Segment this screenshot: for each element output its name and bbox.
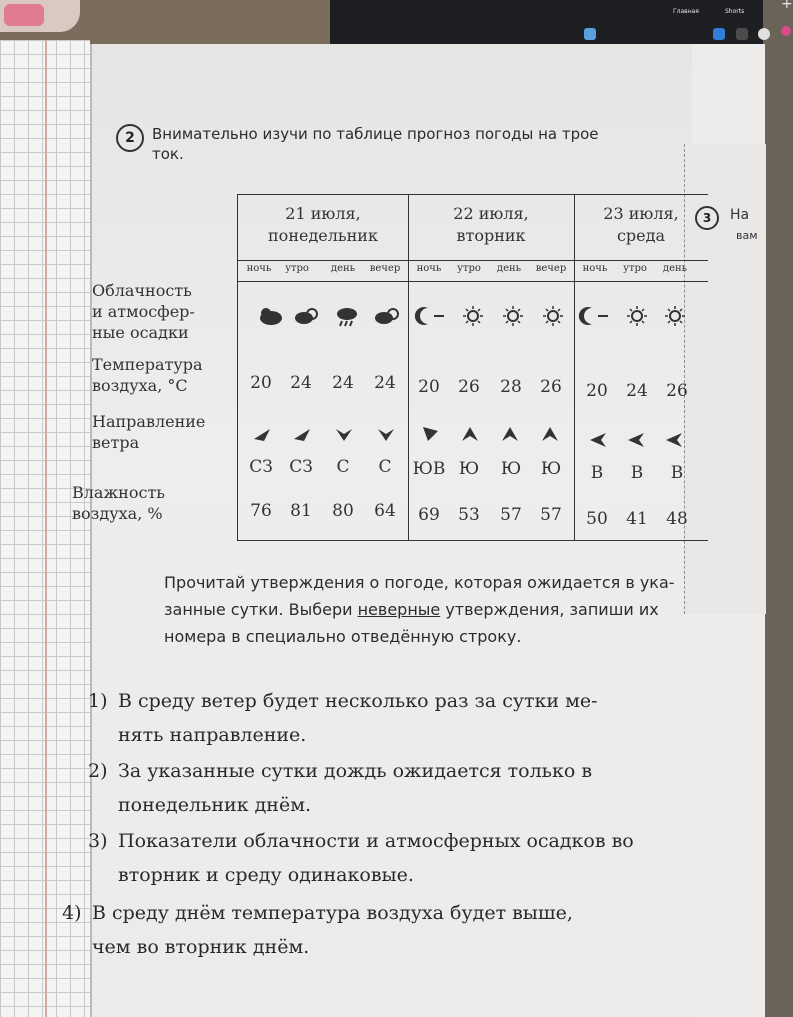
hum-d3-1: 50	[586, 509, 608, 529]
chrome-icon[interactable]	[758, 28, 770, 40]
temp-d3-3: 26	[666, 381, 688, 401]
wind-d1-2: СЗ	[289, 457, 313, 477]
day3-date: 23 июля,	[603, 204, 679, 223]
statement-4-number: 4)	[62, 902, 82, 924]
row-label-cloud-3: ные осадки	[92, 323, 189, 342]
wind-d2-3: Ю	[500, 459, 522, 479]
wind-arrow-icon	[500, 425, 520, 443]
period-d3-2: утро	[623, 263, 647, 274]
hum-d3-2: 41	[626, 509, 648, 529]
app-icon-3[interactable]	[584, 28, 596, 40]
sun-cloud-icon	[294, 305, 320, 327]
statement-1	[88, 684, 728, 752]
day-header-3	[574, 195, 708, 260]
statement-4-line2: чем во вторник днём.	[92, 936, 310, 958]
period-d1-4: вечер	[369, 263, 401, 274]
hum-d1-2: 81	[290, 501, 312, 521]
temp-d3-2: 24	[626, 381, 648, 401]
table-header-line	[238, 260, 708, 261]
hum-d2-4: 57	[540, 505, 562, 525]
wind-d2-4: Ю	[540, 459, 562, 479]
wind-arrow-icon	[252, 425, 272, 443]
hum-d3-3: 48	[666, 509, 688, 529]
sun-icon	[540, 305, 566, 327]
row-label-wind	[92, 411, 205, 453]
wind-arrow-icon	[334, 425, 354, 443]
day1-weekday: понедельник	[268, 226, 378, 245]
row-label-temp-1: Температура	[92, 355, 203, 374]
weather-table	[237, 194, 708, 541]
task-intro-line1: Внимательно изучи по таблице прогноз погоды на трое	[152, 125, 599, 143]
period-d2-4: вечер	[535, 263, 567, 274]
hum-d2-2: 53	[458, 505, 480, 525]
instr-underlined: неверные	[357, 600, 441, 619]
flower-icon[interactable]	[781, 26, 791, 36]
day2-weekday: вторник	[456, 226, 526, 245]
cloud-night-icon	[258, 305, 284, 327]
task-number-badge: 2	[116, 124, 144, 152]
row-label-temp	[92, 354, 203, 396]
rain-cloud-icon	[334, 305, 360, 327]
statement-2-line1: За указанные сутки дождь ожидается только в	[118, 760, 593, 782]
day1-date: 21 июля,	[285, 204, 361, 223]
instr-line2-a: занные сутки. Выбери	[164, 600, 358, 619]
statement-2-line2: понедельник днём.	[118, 794, 312, 816]
app-icon-2[interactable]	[736, 28, 748, 40]
row-label-hum-2: воздуха, %	[72, 504, 163, 523]
next-task-label1: На	[730, 207, 750, 223]
wind-arrow-icon	[540, 425, 560, 443]
hum-d2-3: 57	[500, 505, 522, 525]
row-label-cloud-2: и атмосфер-	[92, 302, 195, 321]
next-task-number-badge: 3	[695, 206, 719, 230]
row-label-cloud-1: Облачность	[92, 281, 192, 300]
row-label-wind-1: Направление	[92, 412, 206, 431]
sun-icon	[624, 305, 650, 327]
temp-d2-3: 28	[500, 377, 522, 397]
statement-3-line1: Показатели облачности и атмосферных осадков во	[118, 830, 634, 852]
instr-line2-b: утверждения, запиши их	[440, 600, 659, 619]
hum-d2-1: 69	[418, 505, 440, 525]
task-instructions	[164, 569, 754, 650]
wind-arrow-icon	[588, 431, 608, 449]
wind-d1-4: С	[378, 457, 392, 477]
app-icon-1[interactable]	[713, 28, 725, 40]
statement-4-line1: В среду днём температура воздуха будет выше,	[92, 902, 573, 924]
wind-arrow-icon	[420, 425, 440, 443]
hum-d1-4: 64	[374, 501, 396, 521]
hum-d1-3: 80	[332, 501, 354, 521]
wind-d1-1: СЗ	[249, 457, 273, 477]
temp-d1-1: 20	[250, 373, 272, 393]
row-label-hum-1: Влажность	[72, 483, 165, 502]
grid-notebook-page	[0, 40, 90, 1017]
moon-icon	[422, 305, 448, 327]
hum-d1-1: 76	[250, 501, 272, 521]
wind-d1-3: С	[336, 457, 350, 477]
jar-object	[0, 0, 80, 32]
shorts-tab-label[interactable]: Shorts	[725, 8, 745, 15]
temp-d2-2: 26	[458, 377, 480, 397]
temp-d2-4: 26	[540, 377, 562, 397]
jar-label	[4, 4, 44, 26]
table-subheader-line	[238, 281, 708, 282]
sun-icon	[460, 305, 486, 327]
add-button[interactable]: +	[781, 0, 793, 12]
wind-d2-2: Ю	[458, 459, 480, 479]
textbook-page	[62, 44, 765, 1017]
statement-2-number: 2)	[88, 760, 108, 782]
sun-icon	[662, 305, 688, 327]
day2-date: 22 июля,	[453, 204, 529, 223]
row-label-wind-2: ветра	[92, 433, 140, 452]
wind-arrow-icon	[664, 431, 684, 449]
wind-arrow-icon	[292, 425, 312, 443]
instr-line3: номера в специально отведённую строку.	[164, 627, 522, 646]
moon-icon	[586, 305, 612, 327]
period-d1-2: утро	[285, 263, 309, 274]
temp-d1-2: 24	[290, 373, 312, 393]
statement-4	[62, 896, 702, 964]
wind-d3-2: В	[630, 463, 644, 483]
wind-arrow-icon	[626, 431, 646, 449]
statement-3	[88, 824, 728, 892]
statement-1-line2: нять направление.	[118, 724, 307, 746]
sun-icon	[500, 305, 526, 327]
wind-arrow-icon	[376, 425, 396, 443]
period-d3-3: день	[662, 263, 688, 274]
period-d3-1: ночь	[582, 263, 608, 274]
row-label-cloud	[92, 280, 195, 343]
temp-d2-1: 20	[418, 377, 440, 397]
period-d2-1: ночь	[416, 263, 442, 274]
period-d1-1: ночь	[246, 263, 272, 274]
row-label-humidity	[72, 482, 165, 524]
statement-3-number: 3)	[88, 830, 108, 852]
home-tab-label[interactable]: Главная	[673, 8, 699, 15]
temp-d3-1: 20	[586, 381, 608, 401]
next-task-label2: вам	[736, 229, 758, 242]
temp-d1-3: 24	[332, 373, 354, 393]
statement-2	[88, 754, 728, 822]
statement-1-number: 1)	[88, 690, 108, 712]
task-intro-line2: ток.	[152, 145, 184, 163]
page-margin-line	[45, 40, 47, 1017]
wind-arrow-icon	[460, 425, 480, 443]
period-d2-3: день	[496, 263, 522, 274]
wind-d3-3: В	[670, 463, 684, 483]
instr-line2	[164, 596, 754, 623]
wind-d3-1: В	[590, 463, 604, 483]
row-label-temp-2: воздуха, °С	[92, 376, 188, 395]
sun-cloud-icon	[374, 305, 400, 327]
statement-3-line2: вторник и среду одинаковые.	[118, 864, 414, 886]
day3-weekday: среда	[616, 226, 666, 245]
period-d1-3: день	[330, 263, 356, 274]
wind-d2-1: ЮВ	[412, 459, 446, 479]
statement-1-line1: В среду ветер будет несколько раз за сутки ме-	[118, 690, 598, 712]
temp-d1-4: 24	[374, 373, 396, 393]
instr-line1: Прочитай утверждения о погоде, которая ожидается в ука-	[164, 573, 675, 592]
day-header-1	[238, 195, 408, 260]
task-intro	[152, 124, 692, 164]
period-d2-2: утро	[457, 263, 481, 274]
day-header-2	[408, 195, 574, 260]
